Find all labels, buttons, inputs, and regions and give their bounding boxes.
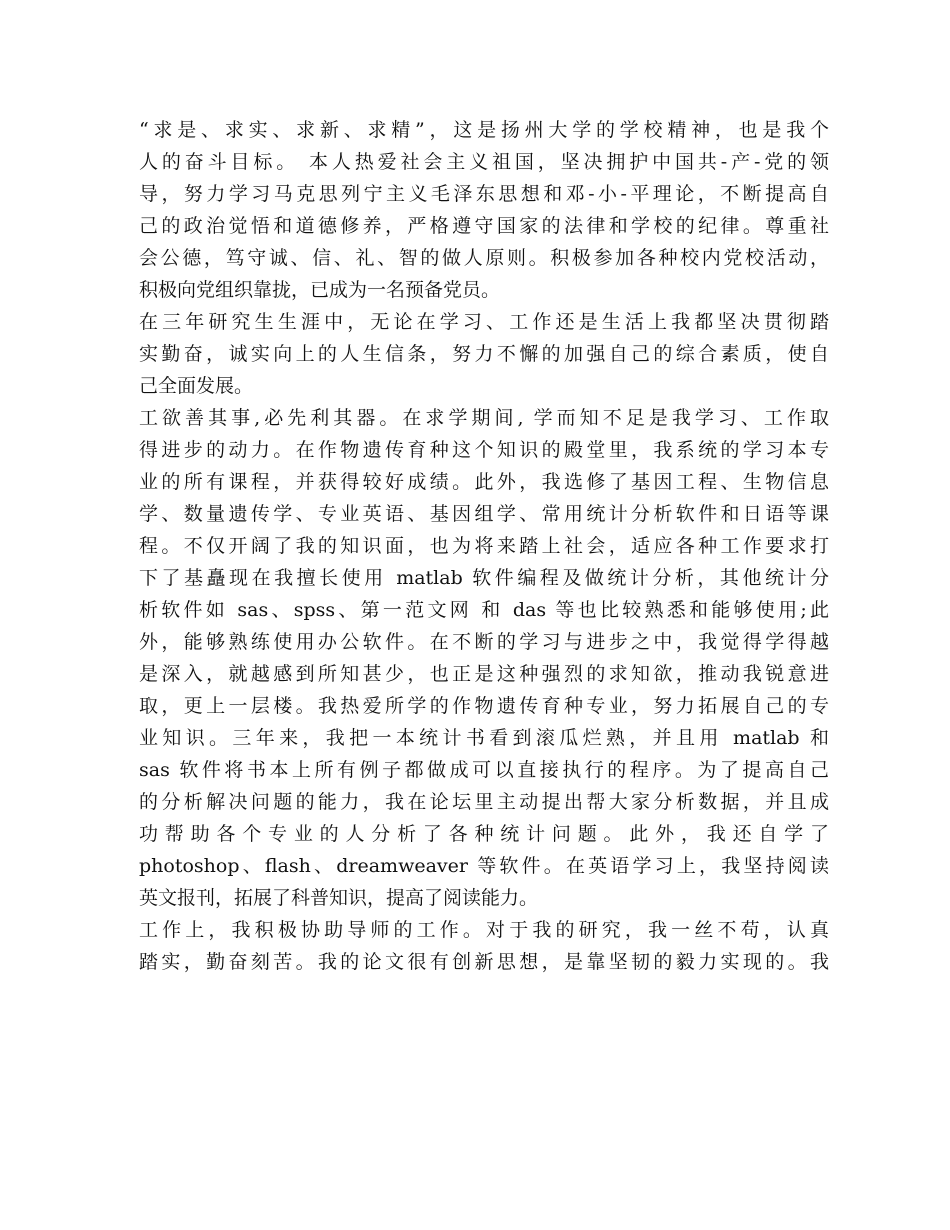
text-line: 己的政治觉悟和道德修养，严格遵守国家的法律和学校的纪律。尊重社 <box>139 215 829 237</box>
text-line: 积极向党组织靠拢，已成为一名预备党员。 <box>139 279 501 301</box>
text-line: 程。不仅开阔了我的知识面，也为将来踏上社会，适应各种工作要求打 <box>139 535 829 557</box>
text-line: 取，更上一层楼。我热爱所学的作物遗传育种专业，努力拓展自己的专 <box>139 695 829 717</box>
text-line: sas 软件将书本上所有例子都做成可以直接执行的程序。为了提高自己 <box>139 759 829 781</box>
text-line: 的分析解决问题的能力，我在论坛里主动提出帮大家分析数据，并且成 <box>139 791 829 813</box>
text-line: 工作上，我积极协助导师的工作。对于我的研究，我一丝不苟，认真 <box>139 919 829 941</box>
document-body <box>139 114 829 978</box>
paragraph <box>139 914 829 978</box>
text-line: 是深入，就越感到所知甚少，也正是这种强烈的求知欲，推动我锐意进 <box>139 663 829 685</box>
text-line: 学、数量遗传学、专业英语、基因组学、常用统计分析软件和日语等课 <box>139 503 829 525</box>
text-line: 己全面发展。 <box>139 375 254 397</box>
text-line: 英文报刊，拓展了科普知识，提高了阅读能力。 <box>139 887 539 909</box>
text-line: 实勤奋，诚实向上的人生信条，努力不懈的加强自己的综合素质，使自 <box>139 343 829 365</box>
paragraph <box>139 306 829 402</box>
paragraph <box>139 402 829 914</box>
text-line: 工欲善其事,必先利其器。在求学期间, 学而知不足是我学习、工作取 <box>139 407 829 429</box>
text-line: 导，努力学习马克思列宁主义毛泽东思想和邓-小-平理论，不断提高自 <box>139 183 829 205</box>
text-line: 外，能够熟练使用办公软件。在不断的学习与进步之中，我觉得学得越 <box>139 631 829 653</box>
text-line: 析软件如 sas、spss、第一范文网 和 das 等也比较熟悉和能够使用;此 <box>139 599 829 621</box>
text-line: 在三年研究生生涯中，无论在学习、工作还是生活上我都坚决贯彻踏 <box>139 311 829 333</box>
text-line: 功帮助各个专业的人分析了各种统计问题。此外，我还自学了 <box>139 823 829 845</box>
text-line: 得进步的动力。在作物遗传育种这个知识的殿堂里，我系统的学习本专 <box>139 439 829 461</box>
text-line: 人的奋斗目标。 本人热爱社会主义祖国，坚决拥护中国共-产-党的领 <box>139 151 829 173</box>
text-line: 业知识。三年来，我把一本统计书看到滚瓜烂熟，并且用 matlab 和 <box>139 727 829 749</box>
paragraph <box>139 114 829 306</box>
text-line: photoshop、flash、dreamweaver 等软件。在英语学习上，我坚持阅读 <box>139 855 829 877</box>
text-line: 业的所有课程，并获得较好成绩。此外，我选修了基因工程、生物信息 <box>139 471 829 493</box>
text-line: 踏实，勤奋刻苦。我的论文很有创新思想，是靠坚韧的毅力实现的。我 <box>139 951 829 973</box>
text-line: “求是、求实、求新、求精”，这是扬州大学的学校精神，也是我个 <box>139 119 829 141</box>
text-line: 下了基矗现在我擅长使用 matlab 软件编程及做统计分析，其他统计分 <box>139 567 829 589</box>
text-line: 会公德，笃守诚、信、礼、智的做人原则。积极参加各种校内党校活动， <box>139 247 829 269</box>
